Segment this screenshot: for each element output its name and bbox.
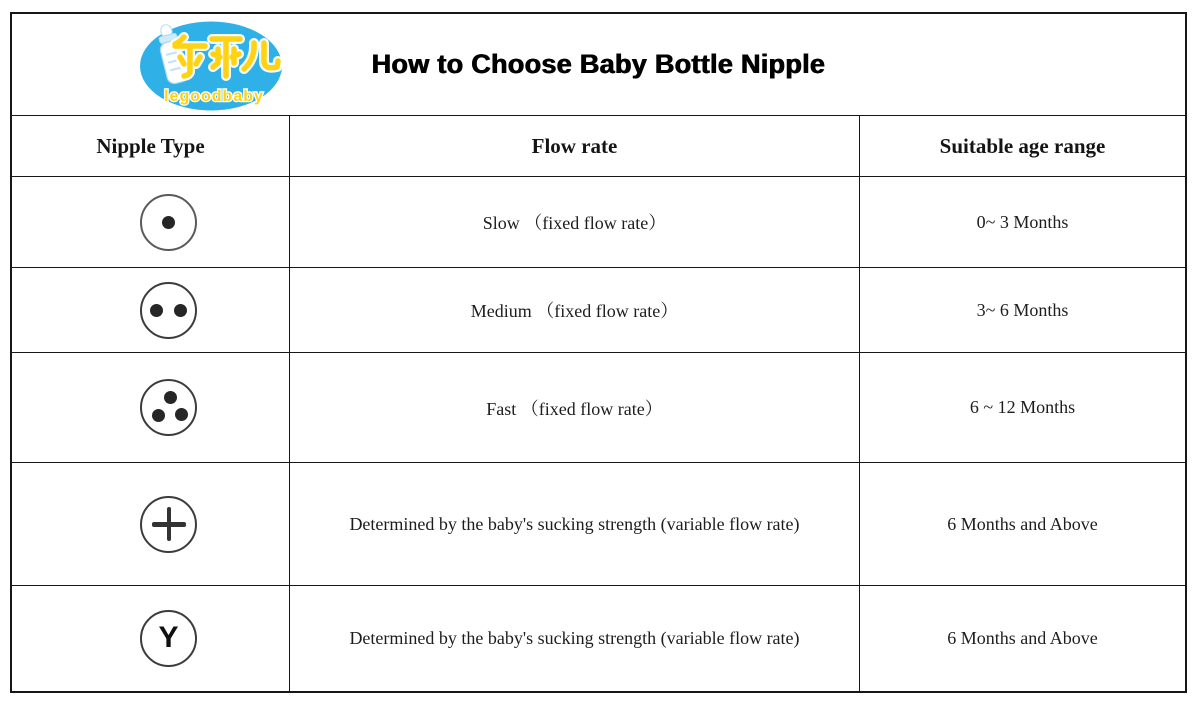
table-row-3-flow-rate: Fast （fixed flow rate） [289,352,859,462]
table-row-2-icon-cell [12,267,289,352]
hole-dot [174,304,187,317]
table-row-5-age-range: 6 Months and Above [859,585,1185,691]
column-header-nipple-type: Nipple Type [12,115,289,176]
brand-english-text: legoodbaby [164,88,264,105]
table-row-2-flow-rate: Medium （fixed flow rate） [289,267,859,352]
nipple-guide-table [10,12,1187,693]
y-cut-letter: Y [158,620,179,654]
table-row-4-age-range: 6 Months and Above [859,462,1185,585]
hole-dot [162,216,175,229]
brand-logo [136,19,286,113]
hole-dot [164,391,177,404]
column-header-flow-rate: Flow rate [289,115,859,176]
two-hole-icon [140,282,197,339]
table-row-1-icon-cell [12,176,289,267]
table-row-5-flow-rate: Determined by the baby's sucking strength (variable flow rate) [289,585,859,691]
y-cut-icon [140,610,197,667]
table-row-3-age-range: 6 ~ 12 Months [859,352,1185,462]
hole-dot [175,408,188,421]
table-row-4-icon-cell [12,462,289,585]
table-row-1-age-range: 0~ 3 Months [859,176,1185,267]
three-hole-icon [140,379,197,436]
one-hole-icon [140,194,197,251]
table-row-2-age-range: 3~ 6 Months [859,267,1185,352]
table-row-5-icon-cell [12,585,289,691]
hole-dot [150,304,163,317]
cross-cut-icon [140,496,197,553]
hole-dot [152,409,165,422]
brand-chinese-text [286,19,287,20]
brand-logo-graphic [136,19,286,113]
page-title: How to Choose Baby Bottle Nipple [371,49,826,79]
table-row-3-icon-cell [12,352,289,462]
banner-row [12,14,1185,115]
column-header-age-range: Suitable age range [859,115,1185,176]
table-row-4-flow-rate: Determined by the baby's sucking strength (variable flow rate) [289,462,859,585]
table-row-1-flow-rate: Slow （fixed flow rate） [289,176,859,267]
